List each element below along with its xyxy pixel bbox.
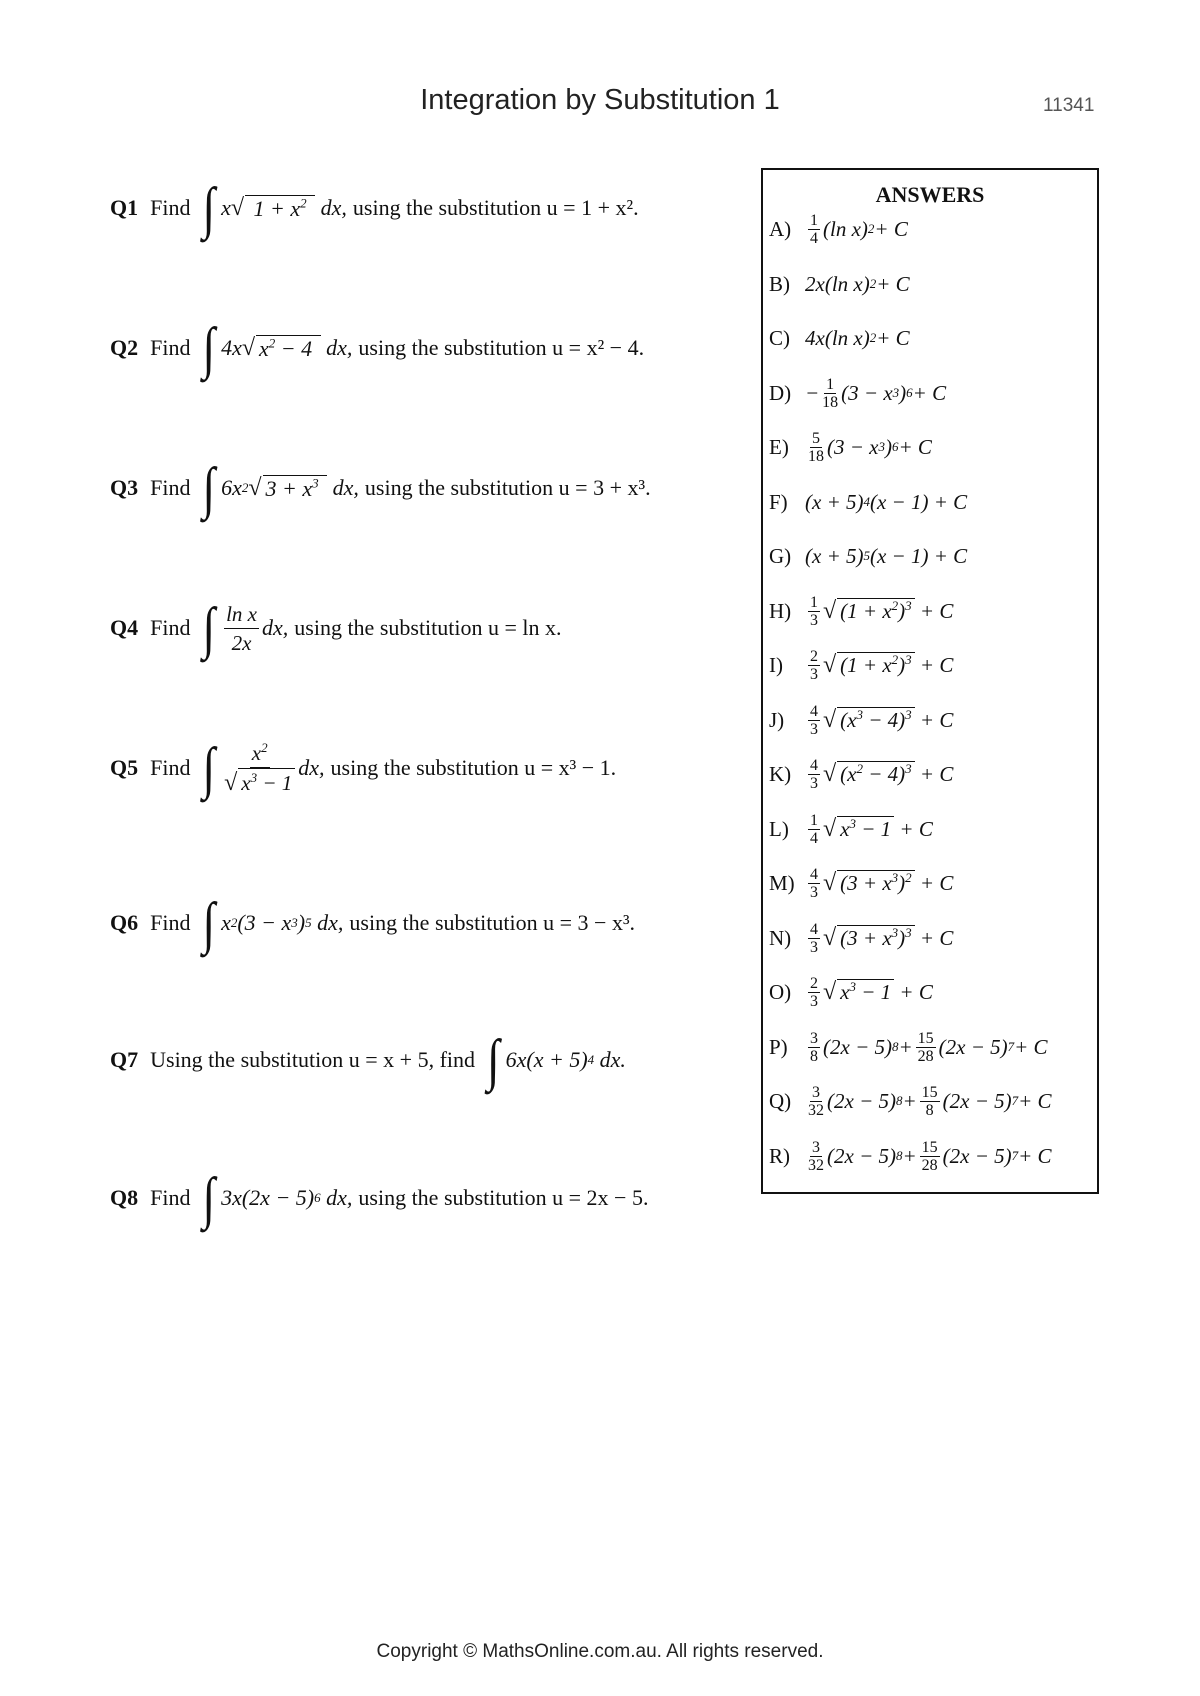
question-substitution: using the substitution u = 3 − x³. xyxy=(349,910,636,935)
question-prefix: Find xyxy=(150,195,191,220)
question-5 xyxy=(110,735,617,800)
answer-j: J) $\frac{4}{3}$ √ $(x^3 - 4)^3$ + C xyxy=(769,702,954,738)
question-substitution: using the substitution u = 3 + x³. xyxy=(364,475,651,500)
question-substitution: using the substitution u = 1 + x². xyxy=(352,195,639,220)
answer-r: R) $\frac{3}{32}$ (2x − 5) 8 + $\frac{15}{28}$ (2x − 5) 7 + C xyxy=(769,1138,1052,1174)
question-substitution: using the substitution u = x³ − 1. xyxy=(330,755,617,780)
answers-list xyxy=(761,168,1099,1194)
question-label: Q3 xyxy=(110,475,139,500)
question-substitution: using the substitution u = x² − 4. xyxy=(358,335,645,360)
question-label: Q8 xyxy=(110,1185,139,1210)
integral-expression: ∫ $\frac{\text{ln x}}{2x}$ dx, xyxy=(202,595,289,660)
answer-l: L) $\frac{1}{4}$ √ $x^3 - 1$ + C xyxy=(769,811,933,847)
integral-expression: ∫ 6x 2 √ $3 + x^3$ dx, xyxy=(202,455,359,520)
question-substitution: using the substitution u = ln x. xyxy=(294,615,562,640)
question-label: Q4 xyxy=(110,615,139,640)
question-label: Q2 xyxy=(110,335,139,360)
question-prefix: Find xyxy=(150,910,191,935)
question-prefix: Find xyxy=(150,335,191,360)
question-6 xyxy=(110,890,636,955)
question-prefix: Find xyxy=(150,1185,191,1210)
question-label: Q1 xyxy=(110,195,139,220)
answer-c: C) 4x(ln x) 2 + C xyxy=(769,325,910,350)
integral-expression: ∫ x √ $1 + x^2$ dx, xyxy=(202,175,347,240)
question-7 xyxy=(110,1027,630,1092)
answer-h: H) $\frac{1}{3}$ √ $(1 + x^2)^3$ + C xyxy=(769,593,954,629)
question-1 xyxy=(110,175,639,240)
integral-expression: ∫ 4x √ $x^2 - 4$ dx, xyxy=(202,315,353,380)
answer-k: K) $\frac{4}{3}$ √ $(x^2 - 4)^3$ + C xyxy=(769,756,954,792)
answers-heading: ANSWERS xyxy=(875,182,985,207)
question-prefix: Find xyxy=(150,475,191,500)
question-3 xyxy=(110,455,651,520)
question-2 xyxy=(110,315,645,380)
question-label: Q6 xyxy=(110,910,139,935)
integral-expression: ∫ 3x(2x − 5) 6 dx, xyxy=(202,1165,353,1230)
question-8 xyxy=(110,1165,649,1230)
answer-d: D) − $\frac{1}{18}$ (3 − x 3 ) 6 + C xyxy=(769,375,947,411)
question-substitution: using the substitution u = 2x − 5. xyxy=(358,1185,649,1210)
question-label: Q5 xyxy=(110,755,139,780)
worksheet-code: 11341 xyxy=(1043,95,1095,116)
question-4 xyxy=(110,595,562,660)
answer-f: F) (x + 5) 4 (x − 1) + C xyxy=(769,489,968,514)
answer-m: M) $\frac{4}{3}$ √ $(3 + x^3)^2$ + C xyxy=(769,865,954,901)
integral-expression: ∫ 6x(x + 5) 4 dx. xyxy=(487,1027,626,1092)
answer-n: N) $\frac{4}{3}$ √ $(3 + x^3)^3$ + C xyxy=(769,920,954,956)
question-label: Q7 xyxy=(110,1047,139,1072)
answer-b: B) 2x(ln x) 2 + C xyxy=(769,271,910,296)
page-title: Integration by Substitution 1 xyxy=(420,84,780,116)
answer-i: I) $\frac{2}{3}$ √ $(1 + x^2)^3$ + C xyxy=(769,647,954,683)
question-prefix: Find xyxy=(150,755,191,780)
integral-expression: ∫ $\frac{x^2}{√ x^3 - 1}$ dx, xyxy=(202,735,325,800)
question-prefix: Find xyxy=(150,615,191,640)
answer-p: P) $\frac{3}{8}$ (2x − 5) 8 + $\frac{15}{28}$ (2x − 5) 7 + C xyxy=(769,1029,1048,1065)
answer-a: A) $\frac{1}{4}$ (ln x) 2 + C xyxy=(769,211,908,247)
integral-expression: ∫ x 2 (3 − x 3 ) 5 dx, xyxy=(202,890,344,955)
copyright-footer: Copyright © MathsOnline.com.au. All rights reserved. xyxy=(376,1641,824,1662)
answer-e: E) $\frac{5}{18}$ (3 − x 3 ) 6 + C xyxy=(769,429,932,465)
answer-o: O) $\frac{2}{3}$ √ $x^3 - 1$ + C xyxy=(769,974,933,1010)
answer-q: Q) $\frac{3}{32}$ (2x − 5) 8 + $\frac{15}{8}$ (2x − 5) 7 + C xyxy=(769,1083,1052,1119)
question-prefix: Using the substitution u = x + 5, find xyxy=(150,1047,476,1072)
answer-g: G) (x + 5) 5 (x − 1) + C xyxy=(769,543,968,568)
